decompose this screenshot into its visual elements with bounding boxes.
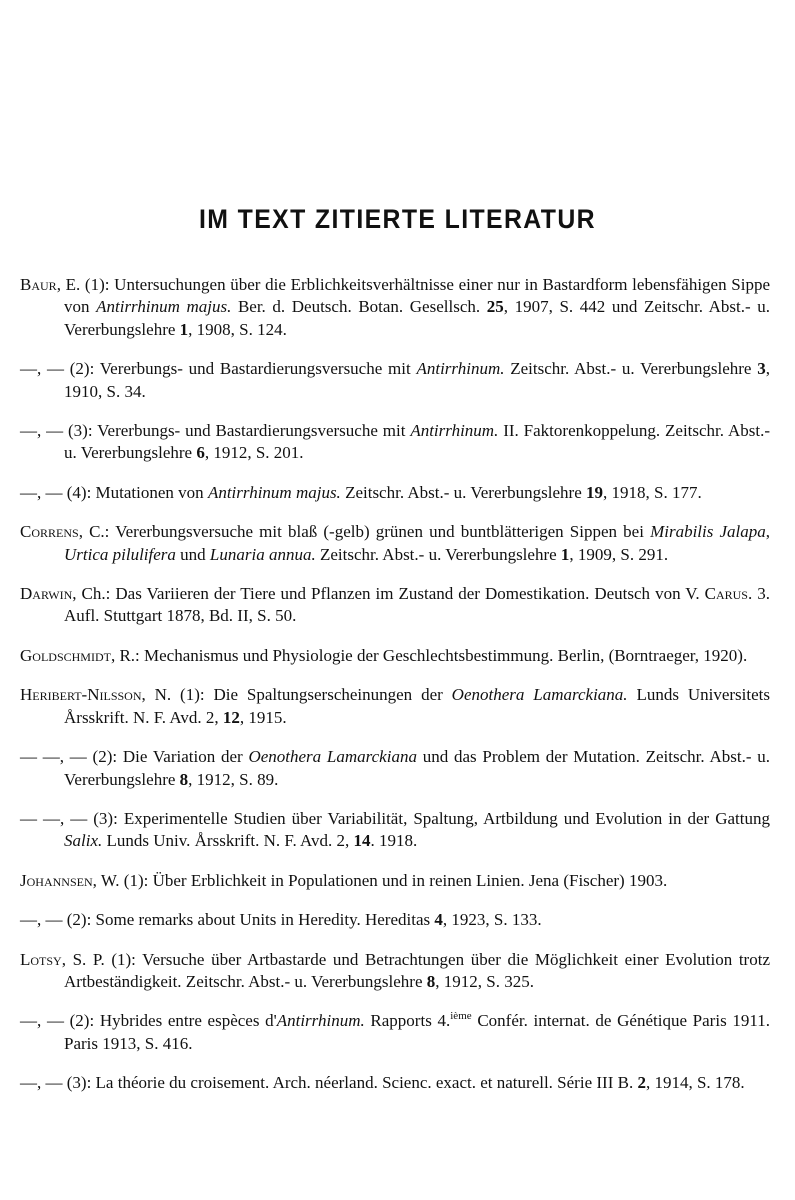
page-title: IM TEXT ZITIERTE LITERATUR [199, 204, 596, 234]
reference-entry: Goldschmidt, R.: Mechanismus und Physiologie der Geschlechtsbestimmung. Berlin, (Borntraeger, 1920). [20, 645, 748, 665]
reference-entry: — —, — (2): Die Variation der Oenothera Lamarckiana und das Problem der Mutation. Zeitschr. Abst.- u. Vererbungslehre 8, 1912, S. 89. [20, 747, 770, 789]
reference-author: Darwin [20, 584, 73, 604]
reference-entry: —, — (2): Hybrides entre espèces d'Antirrhinum. Rapports 4.$^{ième}$ Confér. internat. de Génétique Paris 1911. Paris 1913, S. 416. [20, 1010, 770, 1053]
reference-entry: —, — (3): La théorie du croisement. Arch. néerland. Scienc. exact. et naturell. Série III B. 2, 1914, S. 178. [20, 1073, 745, 1093]
reference-entry: Baur, E. (1): Untersuchungen über die Erblichkeitsverhältnisse einer nur in Bastardform lebensfähigen Sippe von Antirrhinum majus. Ber. d. Deutsch. Botan. Gesellsch. 25, 1907, S. 442 und Zeitschr. Abst.- u. Vererbungslehre 1, 1908, S. 124. [20, 275, 771, 339]
reference-author: Heribert-Nilsson [20, 685, 142, 705]
reference-author: Lotsy [20, 949, 62, 969]
reference-entry: Correns, C.: Vererbungsversuche mit blaß (-gelb) grünen und buntblätterigen Sippen bei Mirabilis Jalapa, Urtica pilulifera und Lunaria annua. Zeitschr. Abst.- u. Vererbungslehre 1, 1909, S. 291. [20, 522, 770, 564]
reference-author: Johannsen [20, 870, 93, 890]
reference-entry: —, — (3): Vererbungs- und Bastardierungsversuche mit Antirrhinum. II. Faktorenkoppelung. Zeitschr. Abst.- u. Vererbungslehre 6, 1912, S. 201. [20, 421, 770, 463]
reference-author: Baur [20, 275, 57, 294]
reference-entry: Darwin, Ch.: Das Variieren der Tiere und Pflanzen im Zustand der Domestikation. Deutsch von V. Carus. 3. Aufl. Stuttgart 1878, Bd. II, S. 50. [20, 584, 770, 626]
reference-entry: Heribert-Nilsson, N. (1): Die Spaltungserscheinungen der Oenothera Lamarckiana. Lunds Universitets Årsskrift. N. F. Avd. 2, 12, 1915. [20, 685, 770, 727]
reference-list [20, 257, 770, 1101]
reference-entry: —, — (4): Mutationen von Antirrhinum majus. Zeitschr. Abst.- u. Vererbungslehre 19, 1918, S. 177. [20, 482, 702, 502]
reference-entry: — —, — (3): Experimentelle Studien über Variabilität, Spaltung, Artbildung und Evolution in der Gattung Salix. Lunds Univ. Årsskrift. N. F. Avd. 2, 14. 1918. [20, 808, 770, 851]
reference-entry: —, — (2): Some remarks about Units in Heredity. Hereditas 4, 1923, S. 133. [20, 910, 542, 930]
reference-author: Correns [20, 522, 79, 542]
reference-author: Goldschmidt [20, 645, 111, 665]
reference-entry: Johannsen, W. (1): Über Erblichkeit in Populationen und in reinen Linien. Jena (Fischer) 1903. [20, 870, 668, 890]
reference-entry: —, — (2): Vererbungs- und Bastardierungsversuche mit Antirrhinum. Zeitschr. Abst.- u. Vererbungslehre 3, 1910, S. 34. [20, 359, 770, 401]
reference-entry: Lotsy, S. P. (1): Versuche über Artbastarde und Betrachtungen über die Möglichkeit einer Evolution trotz Artbeständigkeit. Zeitschr. Abst.- u. Vererbungslehre 8, 1912, S. 325. [20, 949, 770, 991]
